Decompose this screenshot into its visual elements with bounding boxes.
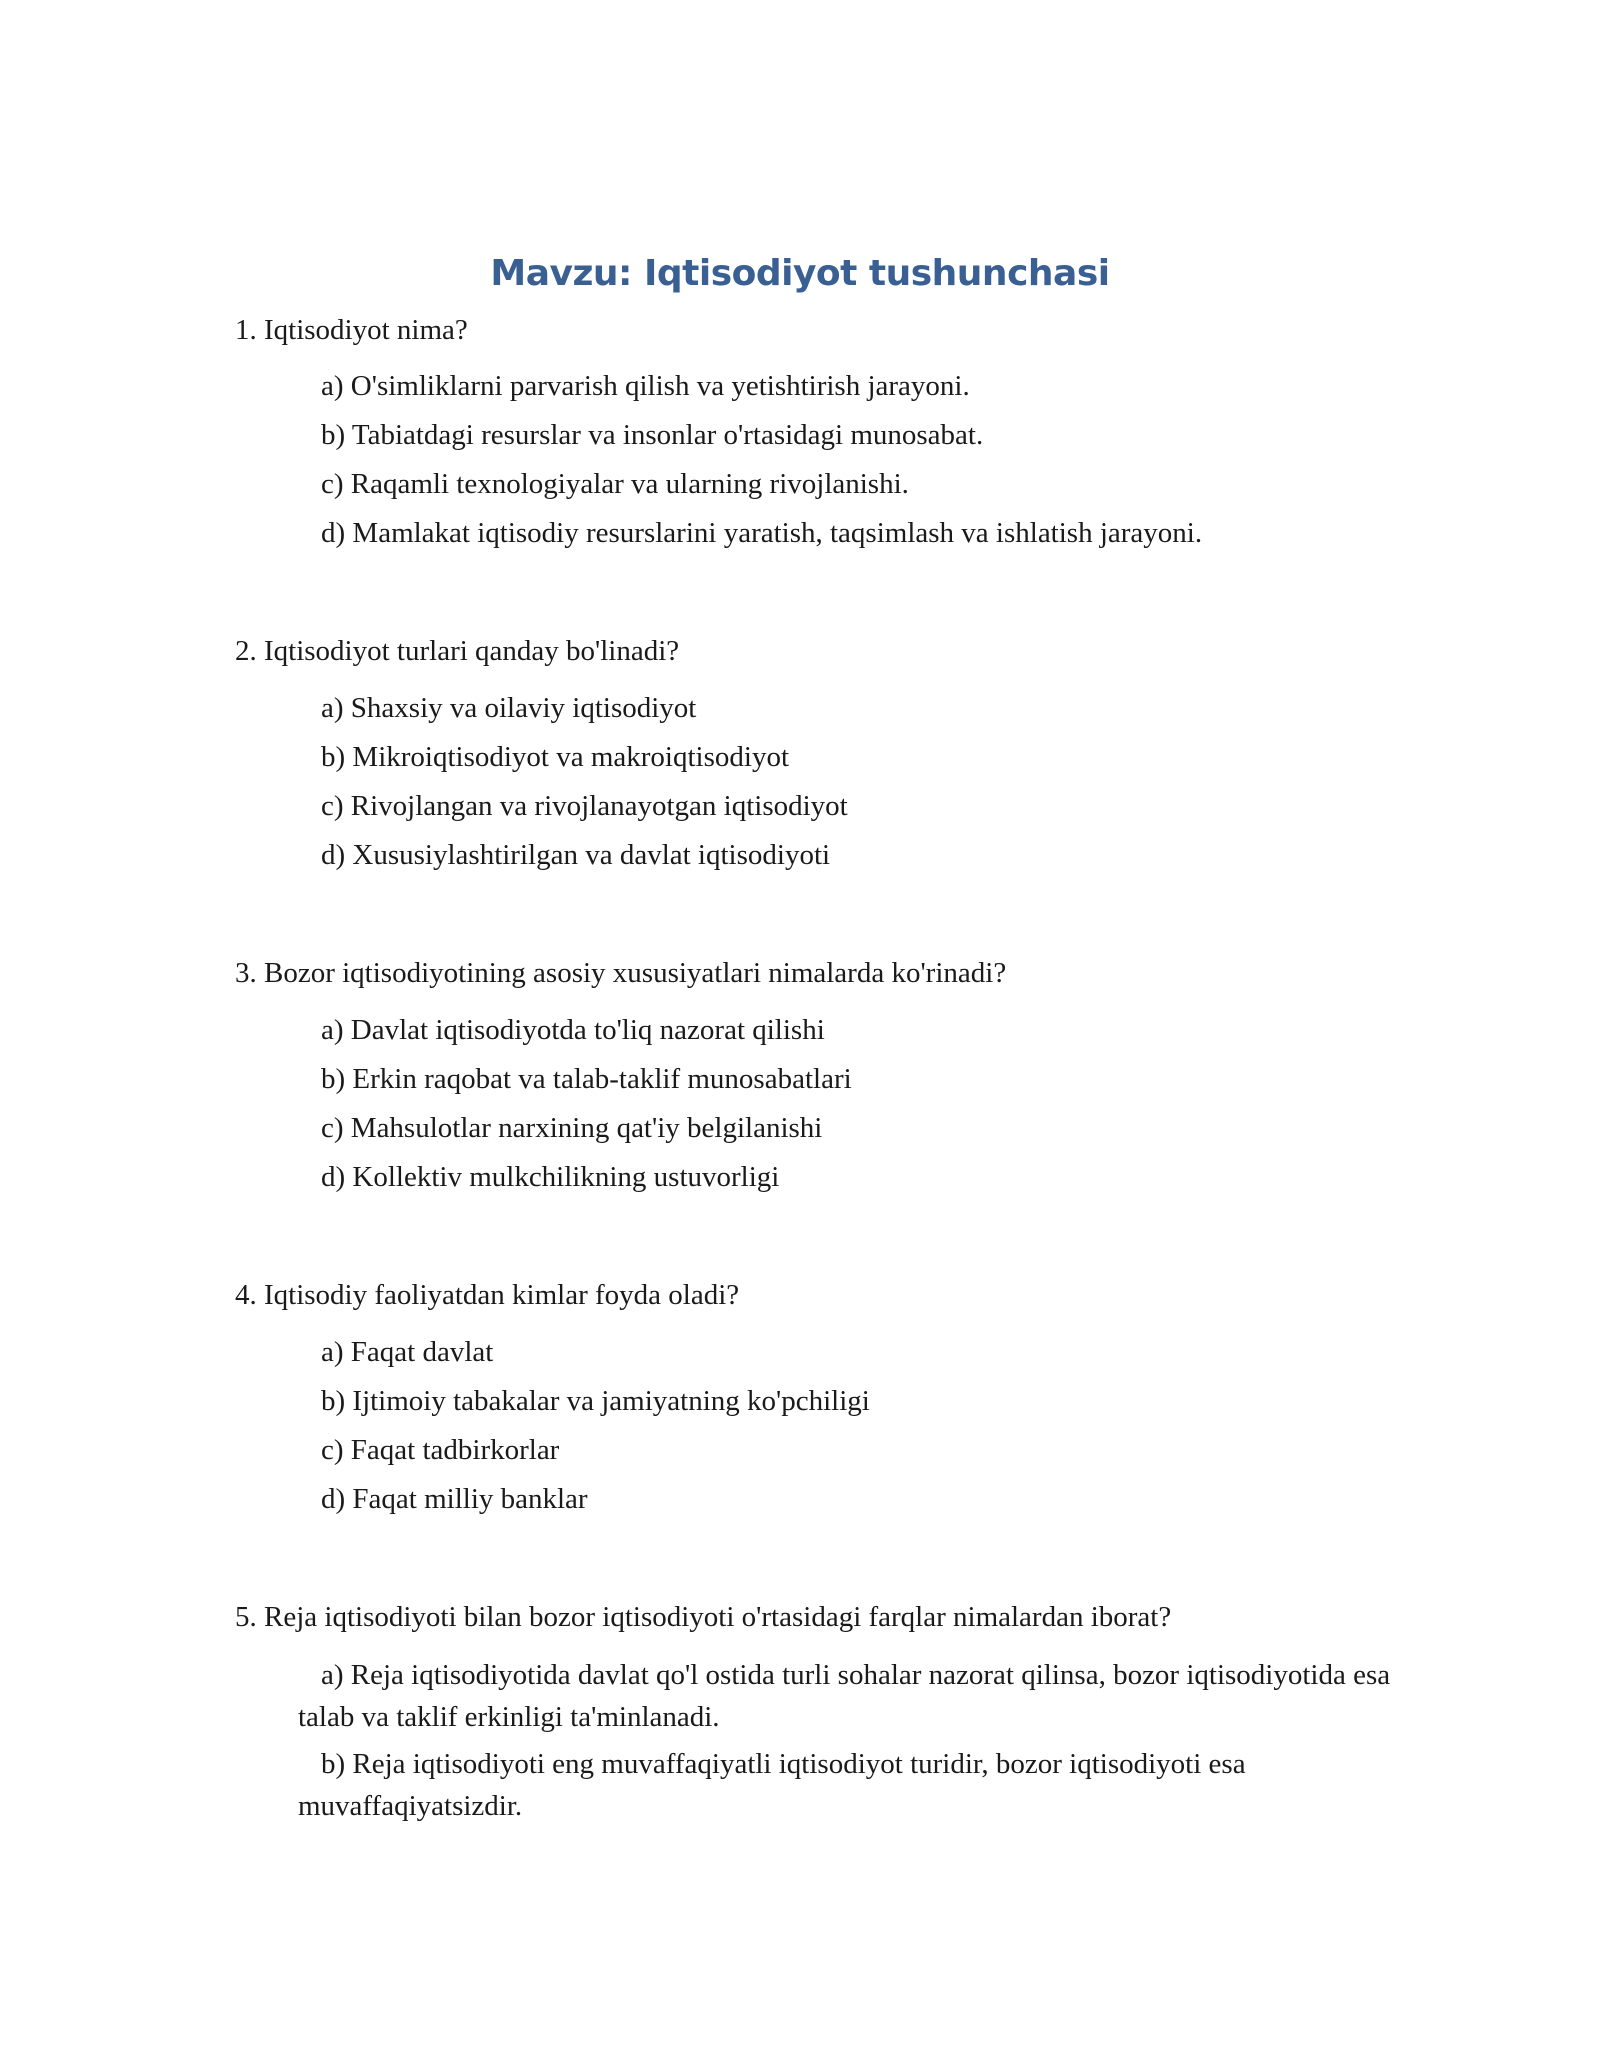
question-4-option-d: d) Faqat milliy banklar	[321, 1483, 588, 1515]
question-2-option-c: c) Rivojlangan va rivojlanayotgan iqtisodiyot	[321, 790, 848, 822]
question-3: 3. Bozor iqtisodiyotining asosiy xususiyatlari nimalarda ko'rinadi?	[235, 957, 1007, 989]
question-3-option-b: b) Erkin raqobat va talab-taklif munosabatlari	[321, 1063, 852, 1095]
question-4-option-b: b) Ijtimoiy tabakalar va jamiyatning ko'pchiligi	[321, 1385, 870, 1417]
question-3-option-d: d) Kollektiv mulkchilikning ustuvorligi	[321, 1161, 780, 1193]
question-1-option-b: b) Tabiatdagi resurslar va insonlar o'rtasidagi munosabat.	[321, 419, 984, 451]
question-1-option-c: c) Raqamli texnologiyalar va ularning rivojlanishi.	[321, 468, 909, 500]
document-title: Mavzu: Iqtisodiyot tushunchasi	[490, 253, 1110, 294]
question-4-option-c: c) Faqat tadbirkorlar	[321, 1434, 560, 1466]
question-2-option-d: d) Xususiylashtirilgan va davlat iqtisodiyoti	[321, 839, 831, 871]
question-5: 5. Reja iqtisodiyoti bilan bozor iqtisodiyoti o'rtasidagi farqlar nimalardan iborat?	[235, 1601, 1172, 1633]
question-3-option-c: c) Mahsulotlar narxining qat'iy belgilanishi	[321, 1112, 823, 1144]
question-1-option-a: a) O'simliklarni parvarish qilish va yetishtirish jarayoni.	[321, 370, 970, 402]
question-5-option-a: a) Reja iqtisodiyotida davlat qo'l ostida turli sohalar nazorat qilinsa, bozor iqtisodiyotida esa talab va taklif erkinligi ta'minlanadi.	[298, 1659, 1391, 1733]
question-1: 1. Iqtisodiyot nima?	[235, 314, 468, 346]
question-2-option-b: b) Mikroiqtisodiyot va makroiqtisodiyot	[321, 741, 790, 773]
question-4-option-a: a) Faqat davlat	[321, 1336, 494, 1368]
question-1-option-d: d) Mamlakat iqtisodiy resurslarini yaratish, taqsimlash va ishlatish jarayoni.	[321, 517, 1203, 549]
question-5-option-b: b) Reja iqtisodiyoti eng muvaffaqiyatli iqtisodiyot turidir, bozor iqtisodiyoti esa muvaffaqiyatsizdir.	[298, 1748, 1246, 1822]
question-4: 4. Iqtisodiy faoliyatdan kimlar foyda oladi?	[235, 1279, 740, 1311]
question-2-option-a: a) Shaxsiy va oilaviy iqtisodiyot	[321, 692, 697, 724]
question-2: 2. Iqtisodiyot turlari qanday bo'linadi?	[235, 635, 680, 667]
question-3-option-a: a) Davlat iqtisodiyotda to'liq nazorat qilishi	[321, 1014, 825, 1046]
